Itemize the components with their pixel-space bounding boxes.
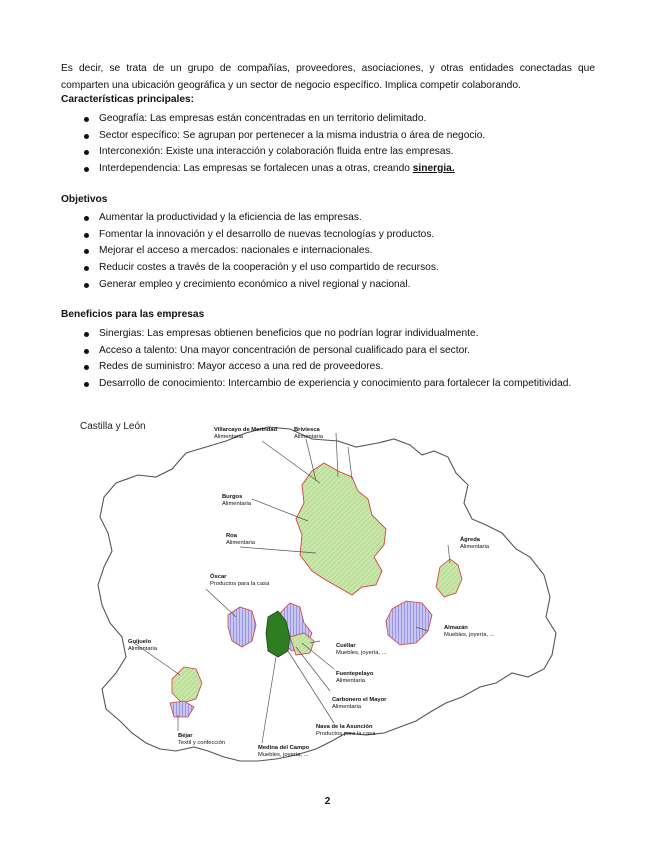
map-label-sector: Productos para la casa (210, 581, 270, 587)
map-label-name: Medina del Campo (258, 745, 310, 751)
map-label-sector: Alimentaria (336, 678, 365, 684)
map-label-name: Óscar (210, 574, 227, 580)
cluster-area-bejar (170, 701, 194, 717)
map-label-name: Villarcayo de Merindad (214, 427, 278, 433)
list-item-text: Sector específico: Se agrupan por pertenecer a la misma industria o área de negocio. (99, 129, 486, 141)
map-label-sector: Muebles, joyería, ... (336, 650, 387, 656)
map-label-name: Guijuelo (128, 639, 152, 645)
list-item-text: Interdependencia: Las empresas se fortalecen unas a otras, creando (99, 163, 413, 175)
objetivos-heading: Objetivos (61, 194, 108, 205)
intro-paragraph: Es decir, se trata de un grupo de compañías, proveedores, asociaciones, y otras entidades conectadas que comparten una ubicación geográfica y un sector de negocio específico. Implica competir colaborando. (61, 63, 595, 91)
map-label-name: Cuéllar (336, 643, 356, 649)
cluster-area-agreda (436, 559, 462, 597)
list-item-text: Geografía: Las empresas están concentradas en un territorio delimitado. (99, 113, 427, 124)
map-title: Castilla y León (80, 421, 146, 432)
map-label-name: Burgos (222, 494, 243, 500)
map-label-name: Nava de la Asunción (316, 724, 373, 730)
beneficios-heading: Beneficios para las empresas (61, 309, 205, 320)
list-item (61, 161, 595, 178)
map-label-name: Almazán (444, 625, 468, 631)
objetivos-list (61, 210, 595, 294)
cluster-area-almazan (386, 601, 432, 645)
caracteristicas-heading: Características principales: (61, 94, 195, 105)
list-item: Reducir costes a través de la cooperación y el uso compartido de recursos. (61, 260, 595, 277)
castilla-leon-map (76, 411, 594, 777)
cluster-area-burgos (296, 463, 386, 595)
beneficios-list (61, 326, 595, 393)
map-label-name: Carbonero el Mayor (332, 697, 387, 703)
map-label-name: Fuentepelayo (336, 671, 374, 677)
map-label-name: Roa (226, 533, 237, 539)
map-label-sector: Alimentaria (128, 646, 157, 652)
map-label-name: Ágreda (460, 537, 480, 543)
map-label-name: Briviesca (294, 427, 320, 433)
caracteristicas-list (61, 111, 595, 178)
map-label-sector: Alimentaria (294, 434, 323, 440)
map-label-sector: Alimentaria (226, 540, 255, 546)
map-label-sector: Productos para la casa (316, 731, 376, 737)
map-label-sector: Alimentaria (222, 501, 251, 507)
map-label-sector: Alimentaria (460, 544, 489, 550)
list-item: Desarrollo de conocimiento: Intercambio de experiencia y conocimiento para fortalecer la competitividad. (61, 376, 595, 393)
map-label-sector: Muebles, joyería, ... (444, 632, 495, 638)
map-label-sector: Alimentaria (332, 704, 361, 710)
map-label-sector: Alimentaria (214, 434, 243, 440)
map-label-name: Béjar (178, 733, 193, 739)
list-item: Generar empleo y crecimiento económico a nivel regional y nacional. (61, 277, 595, 294)
list-item (61, 128, 595, 145)
list-item: Sinergias: Las empresas obtienen beneficios que no podrían lograr individualmente. (61, 326, 595, 343)
list-item (61, 111, 595, 128)
map-label-sector: Muebles, joyería, ... (258, 752, 309, 758)
list-item: Acceso a talento: Una mayor concentración de personal cualificado para el sector. (61, 343, 595, 360)
list-item (61, 144, 595, 161)
page-number: 2 (324, 796, 331, 807)
list-item-text: Interconexión: Existe una interacción y colaboración fluida entre las empresas. (99, 146, 454, 158)
list-item: Fomentar la innovación y el desarrollo de nuevas tecnologías y productos. (61, 227, 595, 244)
list-item: Redes de suministro: Mayor acceso a una red de proveedores. (61, 359, 595, 376)
list-item: Aumentar la productividad y la eficiencia de las empresas. (61, 210, 595, 227)
list-item: Mejorar el acceso a mercados: nacionales e internacionales. (61, 243, 595, 260)
sinergia-emphasis: sinergia. (412, 163, 455, 175)
map-label-sector: Textil y confección (178, 740, 226, 746)
cluster-map-figure (76, 411, 594, 777)
